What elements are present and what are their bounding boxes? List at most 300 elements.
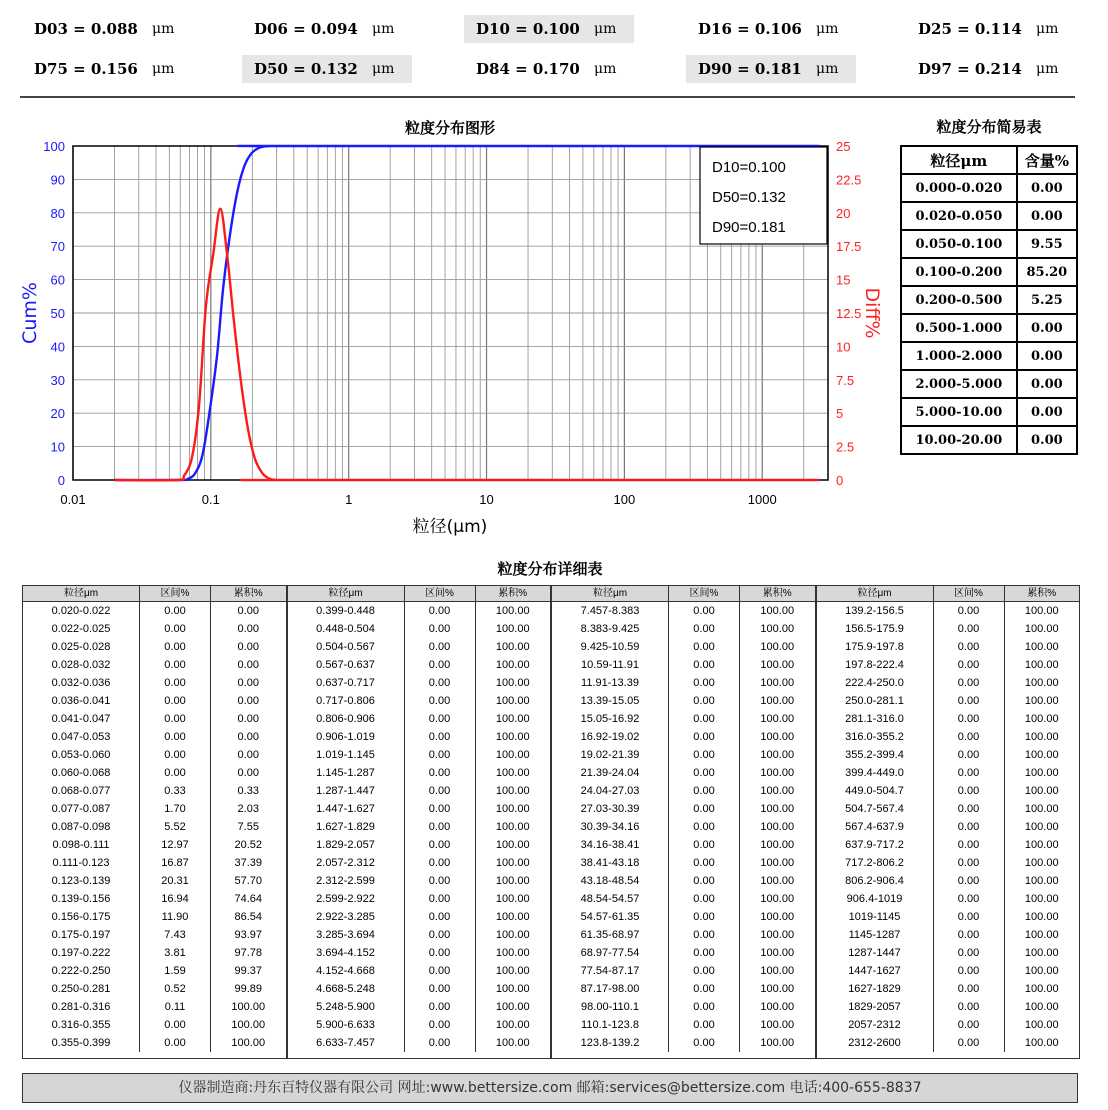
simple-cell-size: 0.200-0.500 [901, 286, 1017, 314]
detail-cell: 0.00 [669, 764, 740, 782]
detail-row [552, 728, 815, 746]
detail-cell: 504.7-567.4 [817, 800, 934, 818]
detail-header-cell: 累积% [211, 586, 286, 602]
detail-cell: 100.00 [495, 1037, 530, 1049]
detail-cell: 0.00 [140, 620, 211, 638]
detail-cell: 100.00 [495, 677, 530, 689]
detail-cell: 100.00 [1024, 1019, 1059, 1031]
y2-tick-label: 17.5 [836, 239, 862, 255]
detail-row [817, 602, 1080, 620]
d-value-unit: μm [816, 21, 839, 37]
detail-cell: 100.00 [1024, 821, 1059, 833]
detail-cell: 100.00 [760, 695, 795, 707]
d-value-cell [242, 55, 412, 83]
detail-cell: 0.00 [405, 962, 476, 980]
detail-cell: 0.00 [140, 710, 211, 728]
detail-cell: 86.54 [234, 911, 263, 923]
detail-cell: 5.900-6.633 [288, 1016, 405, 1034]
detail-row [23, 692, 286, 710]
detail-block [23, 586, 286, 1058]
detail-cell: 100.00 [1024, 623, 1059, 635]
detail-cell: 0.077-0.087 [23, 800, 140, 818]
detail-row [288, 926, 551, 944]
detail-cell: 0.00 [405, 1016, 476, 1034]
detail-cell: 8.383-9.425 [552, 620, 669, 638]
simple-table [900, 116, 1078, 455]
detail-cell: 100.00 [495, 1001, 530, 1013]
detail-cell: 0.00 [934, 872, 1005, 890]
detail-cell: 0.00 [669, 980, 740, 998]
detail-cell: 7.43 [140, 926, 211, 944]
detail-cell: 100.00 [760, 605, 795, 617]
detail-cell: 100.00 [231, 1037, 266, 1049]
d-value-label: D90 = 0.181 [698, 60, 802, 78]
detail-cell: 0.00 [934, 674, 1005, 692]
detail-cell: 100.00 [495, 821, 530, 833]
detail-row [817, 1034, 1080, 1052]
detail-cell: 156.5-175.9 [817, 620, 934, 638]
detail-header-row [817, 586, 1080, 602]
d-value-cell [22, 55, 192, 83]
detail-header-cell: 累积% [740, 586, 815, 602]
detail-cell: 100.00 [760, 965, 795, 977]
detail-cell: 1145-1287 [817, 926, 934, 944]
simple-table-title: 粒度分布简易表 [936, 118, 1042, 136]
detail-row [817, 620, 1080, 638]
detail-cell: 100.00 [760, 1037, 795, 1049]
detail-cell: 0.00 [237, 749, 259, 761]
detail-row [288, 782, 551, 800]
x-tick-label: 0.1 [201, 492, 220, 507]
detail-cell: 0.00 [405, 656, 476, 674]
simple-cell-size: 0.000-0.020 [901, 174, 1017, 202]
detail-row [23, 746, 286, 764]
footer-info: 仪器制造商:丹东百特仪器有限公司 网址:www.bettersize.com 邮箱:services@bettersize.com 电话:400-655-8837 [22, 1073, 1078, 1103]
detail-cell: 0.806-0.906 [288, 710, 405, 728]
detail-cell: 100.00 [1024, 677, 1059, 689]
detail-cell: 0.00 [405, 854, 476, 872]
detail-row [23, 926, 286, 944]
detail-cell: 100.00 [760, 677, 795, 689]
detail-row [288, 1016, 551, 1034]
detail-cell: 100.00 [760, 875, 795, 887]
detail-row [817, 638, 1080, 656]
simple-cell-content: 0.00 [1017, 174, 1077, 202]
detail-cell: 0.00 [405, 818, 476, 836]
detail-cell: 100.00 [1024, 929, 1059, 941]
y-tick-label: 0 [57, 473, 65, 488]
detail-cell: 100.00 [1024, 731, 1059, 743]
detail-cell: 100.00 [495, 983, 530, 995]
detail-cell: 100.00 [760, 839, 795, 851]
detail-cell: 100.00 [760, 767, 795, 779]
d-value-unit: μm [372, 21, 395, 37]
detail-row [817, 656, 1080, 674]
detail-cell: 0.250-0.281 [23, 980, 140, 998]
annotation-text: D50=0.132 [712, 189, 786, 206]
detail-cell: 0.00 [237, 767, 259, 779]
detail-cell: 100.00 [1024, 1037, 1059, 1049]
detail-row [817, 674, 1080, 692]
detail-header-cell: 粒径μm [817, 586, 934, 602]
detail-cell: 16.87 [140, 854, 211, 872]
detail-cell: 100.00 [1024, 803, 1059, 815]
detail-row [817, 908, 1080, 926]
detail-cell: 0.00 [669, 818, 740, 836]
y2-tick-label: 25 [836, 139, 851, 154]
detail-row [23, 638, 286, 656]
detail-cell: 0.00 [669, 728, 740, 746]
detail-cell: 1829-2057 [817, 998, 934, 1016]
detail-cell: 100.00 [760, 731, 795, 743]
detail-cell: 37.39 [234, 857, 263, 869]
detail-row [288, 764, 551, 782]
detail-cell: 100.00 [1024, 911, 1059, 923]
detail-cell: 100.00 [1024, 965, 1059, 977]
detail-cell: 7.457-8.383 [552, 602, 669, 620]
y-tick-label: 10 [50, 439, 65, 455]
detail-cell: 0.00 [669, 674, 740, 692]
detail-cell: 0.00 [405, 872, 476, 890]
detail-cell: 100.00 [760, 911, 795, 923]
detail-cell: 48.54-54.57 [552, 890, 669, 908]
detail-row [23, 998, 286, 1016]
detail-cell: 43.18-48.54 [552, 872, 669, 890]
detail-cell: 2057-2312 [817, 1016, 934, 1034]
detail-cell: 0.032-0.036 [23, 674, 140, 692]
detail-cell: 0.060-0.068 [23, 764, 140, 782]
detail-cell: 0.025-0.028 [23, 638, 140, 656]
simple-cell-content: 0.00 [1017, 314, 1077, 342]
detail-cell: 197.8-222.4 [817, 656, 934, 674]
simple-cell-size: 5.000-10.00 [901, 398, 1017, 426]
detail-cell: 637.9-717.2 [817, 836, 934, 854]
detail-cell: 0.00 [669, 908, 740, 926]
detail-cell: 1627-1829 [817, 980, 934, 998]
y-tick-label: 90 [50, 172, 65, 188]
detail-cell: 0.00 [669, 638, 740, 656]
detail-row [23, 944, 286, 962]
detail-row [552, 620, 815, 638]
detail-row [23, 800, 286, 818]
detail-cell: 0.00 [934, 728, 1005, 746]
detail-cell: 12.97 [140, 836, 211, 854]
detail-cell: 0.00 [237, 677, 259, 689]
detail-cell: 0.00 [405, 602, 476, 620]
detail-row [817, 944, 1080, 962]
detail-row [817, 728, 1080, 746]
detail-row [23, 818, 286, 836]
detail-cell: 1.70 [140, 800, 211, 818]
detail-row [817, 782, 1080, 800]
d-value-label: D16 = 0.106 [698, 20, 802, 38]
detail-cell: 0.00 [934, 980, 1005, 998]
detail-cell: 100.00 [760, 803, 795, 815]
detail-cell: 2312-2600 [817, 1034, 934, 1052]
chart-title: 粒度分布图形 [404, 119, 496, 137]
detail-row [23, 872, 286, 890]
detail-cell: 0.33 [237, 785, 259, 797]
detail-row [552, 782, 815, 800]
detail-cell: 100.00 [495, 713, 530, 725]
detail-cell: 0.355-0.399 [23, 1034, 140, 1052]
detail-row [817, 890, 1080, 908]
detail-cell: 100.00 [1024, 857, 1059, 869]
detail-cell: 93.97 [234, 929, 263, 941]
detail-cell: 0.00 [934, 818, 1005, 836]
detail-row [288, 998, 551, 1016]
detail-cell: 0.00 [405, 638, 476, 656]
detail-cell: 175.9-197.8 [817, 638, 934, 656]
simple-header-content: 含量% [1017, 146, 1077, 174]
detail-row [23, 602, 286, 620]
y2-tick-label: 7.5 [836, 372, 855, 388]
detail-cell: 0.00 [934, 746, 1005, 764]
detail-row [817, 710, 1080, 728]
detail-cell: 100.00 [1024, 1001, 1059, 1013]
detail-cell: 57.70 [234, 875, 263, 887]
detail-cell: 0.00 [405, 764, 476, 782]
detail-row [552, 710, 815, 728]
detail-cell: 100.00 [760, 713, 795, 725]
detail-cell: 0.00 [934, 1016, 1005, 1034]
detail-cell: 0.00 [140, 728, 211, 746]
detail-row [552, 926, 815, 944]
detail-row [23, 890, 286, 908]
detail-cell: 0.00 [237, 695, 259, 707]
d-value-cell [906, 15, 1076, 43]
detail-row [817, 998, 1080, 1016]
detail-cell: 0.156-0.175 [23, 908, 140, 926]
detail-cell: 100.00 [495, 659, 530, 671]
detail-cell: 100.00 [495, 947, 530, 959]
detail-row [288, 836, 551, 854]
detail-cell: 2.599-2.922 [288, 890, 405, 908]
detail-row [552, 764, 815, 782]
d-value-cell [686, 55, 856, 83]
detail-cell: 19.02-21.39 [552, 746, 669, 764]
detail-cell: 0.00 [140, 1016, 211, 1034]
detail-cell: 0.00 [934, 836, 1005, 854]
detail-row [288, 1034, 551, 1052]
detail-cell: 0.00 [140, 602, 211, 620]
detail-cell: 10.59-11.91 [552, 656, 669, 674]
detail-cell: 0.00 [669, 926, 740, 944]
detail-row [288, 620, 551, 638]
y2-axis-label: Diff% [861, 287, 883, 339]
detail-cell: 0.00 [669, 890, 740, 908]
detail-cell: 100.00 [760, 983, 795, 995]
detail-row [23, 656, 286, 674]
detail-row [552, 836, 815, 854]
detail-row [817, 800, 1080, 818]
detail-cell: 0.00 [669, 872, 740, 890]
detail-cell: 222.4-250.0 [817, 674, 934, 692]
detail-cell: 0.068-0.077 [23, 782, 140, 800]
detail-cell: 0.448-0.504 [288, 620, 405, 638]
detail-cell: 0.00 [405, 728, 476, 746]
detail-cell: 0.00 [405, 908, 476, 926]
annotation-text: D90=0.181 [712, 219, 786, 236]
detail-cell: 100.00 [760, 1019, 795, 1031]
detail-cell: 100.00 [495, 911, 530, 923]
detail-row [552, 800, 815, 818]
detail-cell: 100.00 [1024, 659, 1059, 671]
detail-cell: 0.098-0.111 [23, 836, 140, 854]
detail-cell: 3.285-3.694 [288, 926, 405, 944]
y2-tick-label: 20 [836, 205, 851, 221]
detail-cell: 6.633-7.457 [288, 1034, 405, 1052]
x-tick-label: 1000 [747, 492, 777, 507]
detail-header-row [552, 586, 815, 602]
simple-cell-content: 9.55 [1017, 230, 1077, 258]
detail-cell: 20.31 [140, 872, 211, 890]
detail-cell: 100.00 [760, 857, 795, 869]
y2-tick-label: 0 [836, 473, 844, 488]
detail-cell: 1.287-1.447 [288, 782, 405, 800]
detail-row [552, 746, 815, 764]
detail-table-title: 粒度分布详细表 [497, 560, 603, 578]
detail-row [23, 836, 286, 854]
detail-row [288, 962, 551, 980]
detail-cell: 1287-1447 [817, 944, 934, 962]
detail-header-cell: 粒径μm [552, 586, 669, 602]
simple-cell-content: 0.00 [1017, 342, 1077, 370]
y-tick-label: 30 [50, 372, 65, 388]
x-tick-label: 100 [613, 492, 636, 507]
detail-cell: 100.00 [1024, 767, 1059, 779]
detail-cell: 38.41-43.18 [552, 854, 669, 872]
detail-cell: 0.00 [934, 890, 1005, 908]
detail-row [23, 620, 286, 638]
detail-header-cell: 累积% [476, 586, 551, 602]
detail-cell: 1.145-1.287 [288, 764, 405, 782]
detail-row [817, 764, 1080, 782]
detail-cell: 100.00 [495, 929, 530, 941]
detail-cell: 100.00 [495, 839, 530, 851]
detail-cell: 316.0-355.2 [817, 728, 934, 746]
y-axis-label: Cum% [19, 282, 41, 344]
detail-cell: 4.668-5.248 [288, 980, 405, 998]
simple-header-size: 粒径μm [901, 146, 1017, 174]
detail-cell: 16.92-19.02 [552, 728, 669, 746]
detail-row [817, 962, 1080, 980]
detail-cell: 100.00 [1024, 605, 1059, 617]
y-tick-label: 60 [50, 272, 65, 288]
d-value-unit: μm [1036, 61, 1059, 77]
detail-cell: 0.00 [669, 746, 740, 764]
detail-cell: 1.829-2.057 [288, 836, 405, 854]
detail-cell: 100.00 [495, 731, 530, 743]
detail-cell: 100.00 [495, 641, 530, 653]
detail-cell: 0.00 [934, 638, 1005, 656]
detail-row [23, 962, 286, 980]
detail-cell: 0.00 [934, 1034, 1005, 1052]
simple-cell-content: 0.00 [1017, 426, 1077, 454]
detail-cell: 806.2-906.4 [817, 872, 934, 890]
detail-cell: 2.057-2.312 [288, 854, 405, 872]
detail-row [552, 602, 815, 620]
x-tick-label: 10 [479, 492, 494, 507]
detail-row [23, 674, 286, 692]
simple-cell-size: 0.500-1.000 [901, 314, 1017, 342]
detail-row [288, 692, 551, 710]
detail-cell: 2.922-3.285 [288, 908, 405, 926]
detail-cell: 34.16-38.41 [552, 836, 669, 854]
detail-cell: 1019-1145 [817, 908, 934, 926]
detail-row [552, 890, 815, 908]
detail-cell: 0.036-0.041 [23, 692, 140, 710]
detail-cell: 0.00 [934, 602, 1005, 620]
detail-cell: 27.03-30.39 [552, 800, 669, 818]
simple-table-row [901, 258, 1077, 286]
detail-cell: 0.00 [405, 980, 476, 998]
x-tick-label: 1 [345, 492, 353, 507]
detail-block [815, 586, 1080, 1058]
detail-cell: 0.022-0.025 [23, 620, 140, 638]
detail-table [22, 585, 1080, 1059]
d-value-cell [906, 55, 1076, 83]
detail-cell: 2.03 [237, 803, 259, 815]
detail-header-cell: 粒径μm [288, 586, 405, 602]
detail-row [23, 980, 286, 998]
detail-cell: 0.00 [669, 620, 740, 638]
detail-cell: 0.00 [405, 1034, 476, 1052]
detail-cell: 100.00 [760, 821, 795, 833]
detail-header-cell: 区间% [934, 586, 1005, 602]
detail-cell: 0.399-0.448 [288, 602, 405, 620]
detail-cell: 0.139-0.156 [23, 890, 140, 908]
detail-header-cell: 区间% [405, 586, 476, 602]
d-value-unit: μm [152, 21, 175, 37]
d-value-label: D03 = 0.088 [34, 20, 138, 38]
y-tick-label: 70 [50, 239, 65, 255]
simple-table-row [901, 286, 1077, 314]
detail-cell: 20.52 [234, 839, 263, 851]
detail-block [286, 586, 551, 1058]
detail-header-cell: 粒径μm [23, 586, 140, 602]
detail-cell: 2.312-2.599 [288, 872, 405, 890]
d-value-unit: μm [372, 61, 395, 77]
detail-cell: 21.39-24.04 [552, 764, 669, 782]
d-value-label: D97 = 0.214 [918, 60, 1022, 78]
detail-row [817, 836, 1080, 854]
detail-cell: 100.00 [495, 749, 530, 761]
d-value-unit: μm [1036, 21, 1059, 37]
detail-cell: 1.59 [140, 962, 211, 980]
detail-cell: 5.248-5.900 [288, 998, 405, 1016]
d-value-cell [22, 15, 192, 43]
detail-cell: 1.447-1.627 [288, 800, 405, 818]
y-tick-label: 100 [43, 139, 65, 154]
d-value-cell [686, 15, 856, 43]
detail-header-row [23, 586, 286, 602]
detail-cell: 0.00 [934, 620, 1005, 638]
y-tick-label: 40 [50, 339, 65, 355]
detail-cell: 0.906-1.019 [288, 728, 405, 746]
detail-row [288, 908, 551, 926]
detail-cell: 0.123-0.139 [23, 872, 140, 890]
detail-row [552, 638, 815, 656]
detail-cell: 24.04-27.03 [552, 782, 669, 800]
detail-cell: 0.00 [237, 659, 259, 671]
detail-cell: 100.00 [495, 965, 530, 977]
detail-cell: 0.047-0.053 [23, 728, 140, 746]
d-value-unit: μm [594, 21, 617, 37]
y-tick-label: 20 [50, 406, 65, 422]
detail-cell: 0.00 [669, 602, 740, 620]
detail-cell: 68.97-77.54 [552, 944, 669, 962]
